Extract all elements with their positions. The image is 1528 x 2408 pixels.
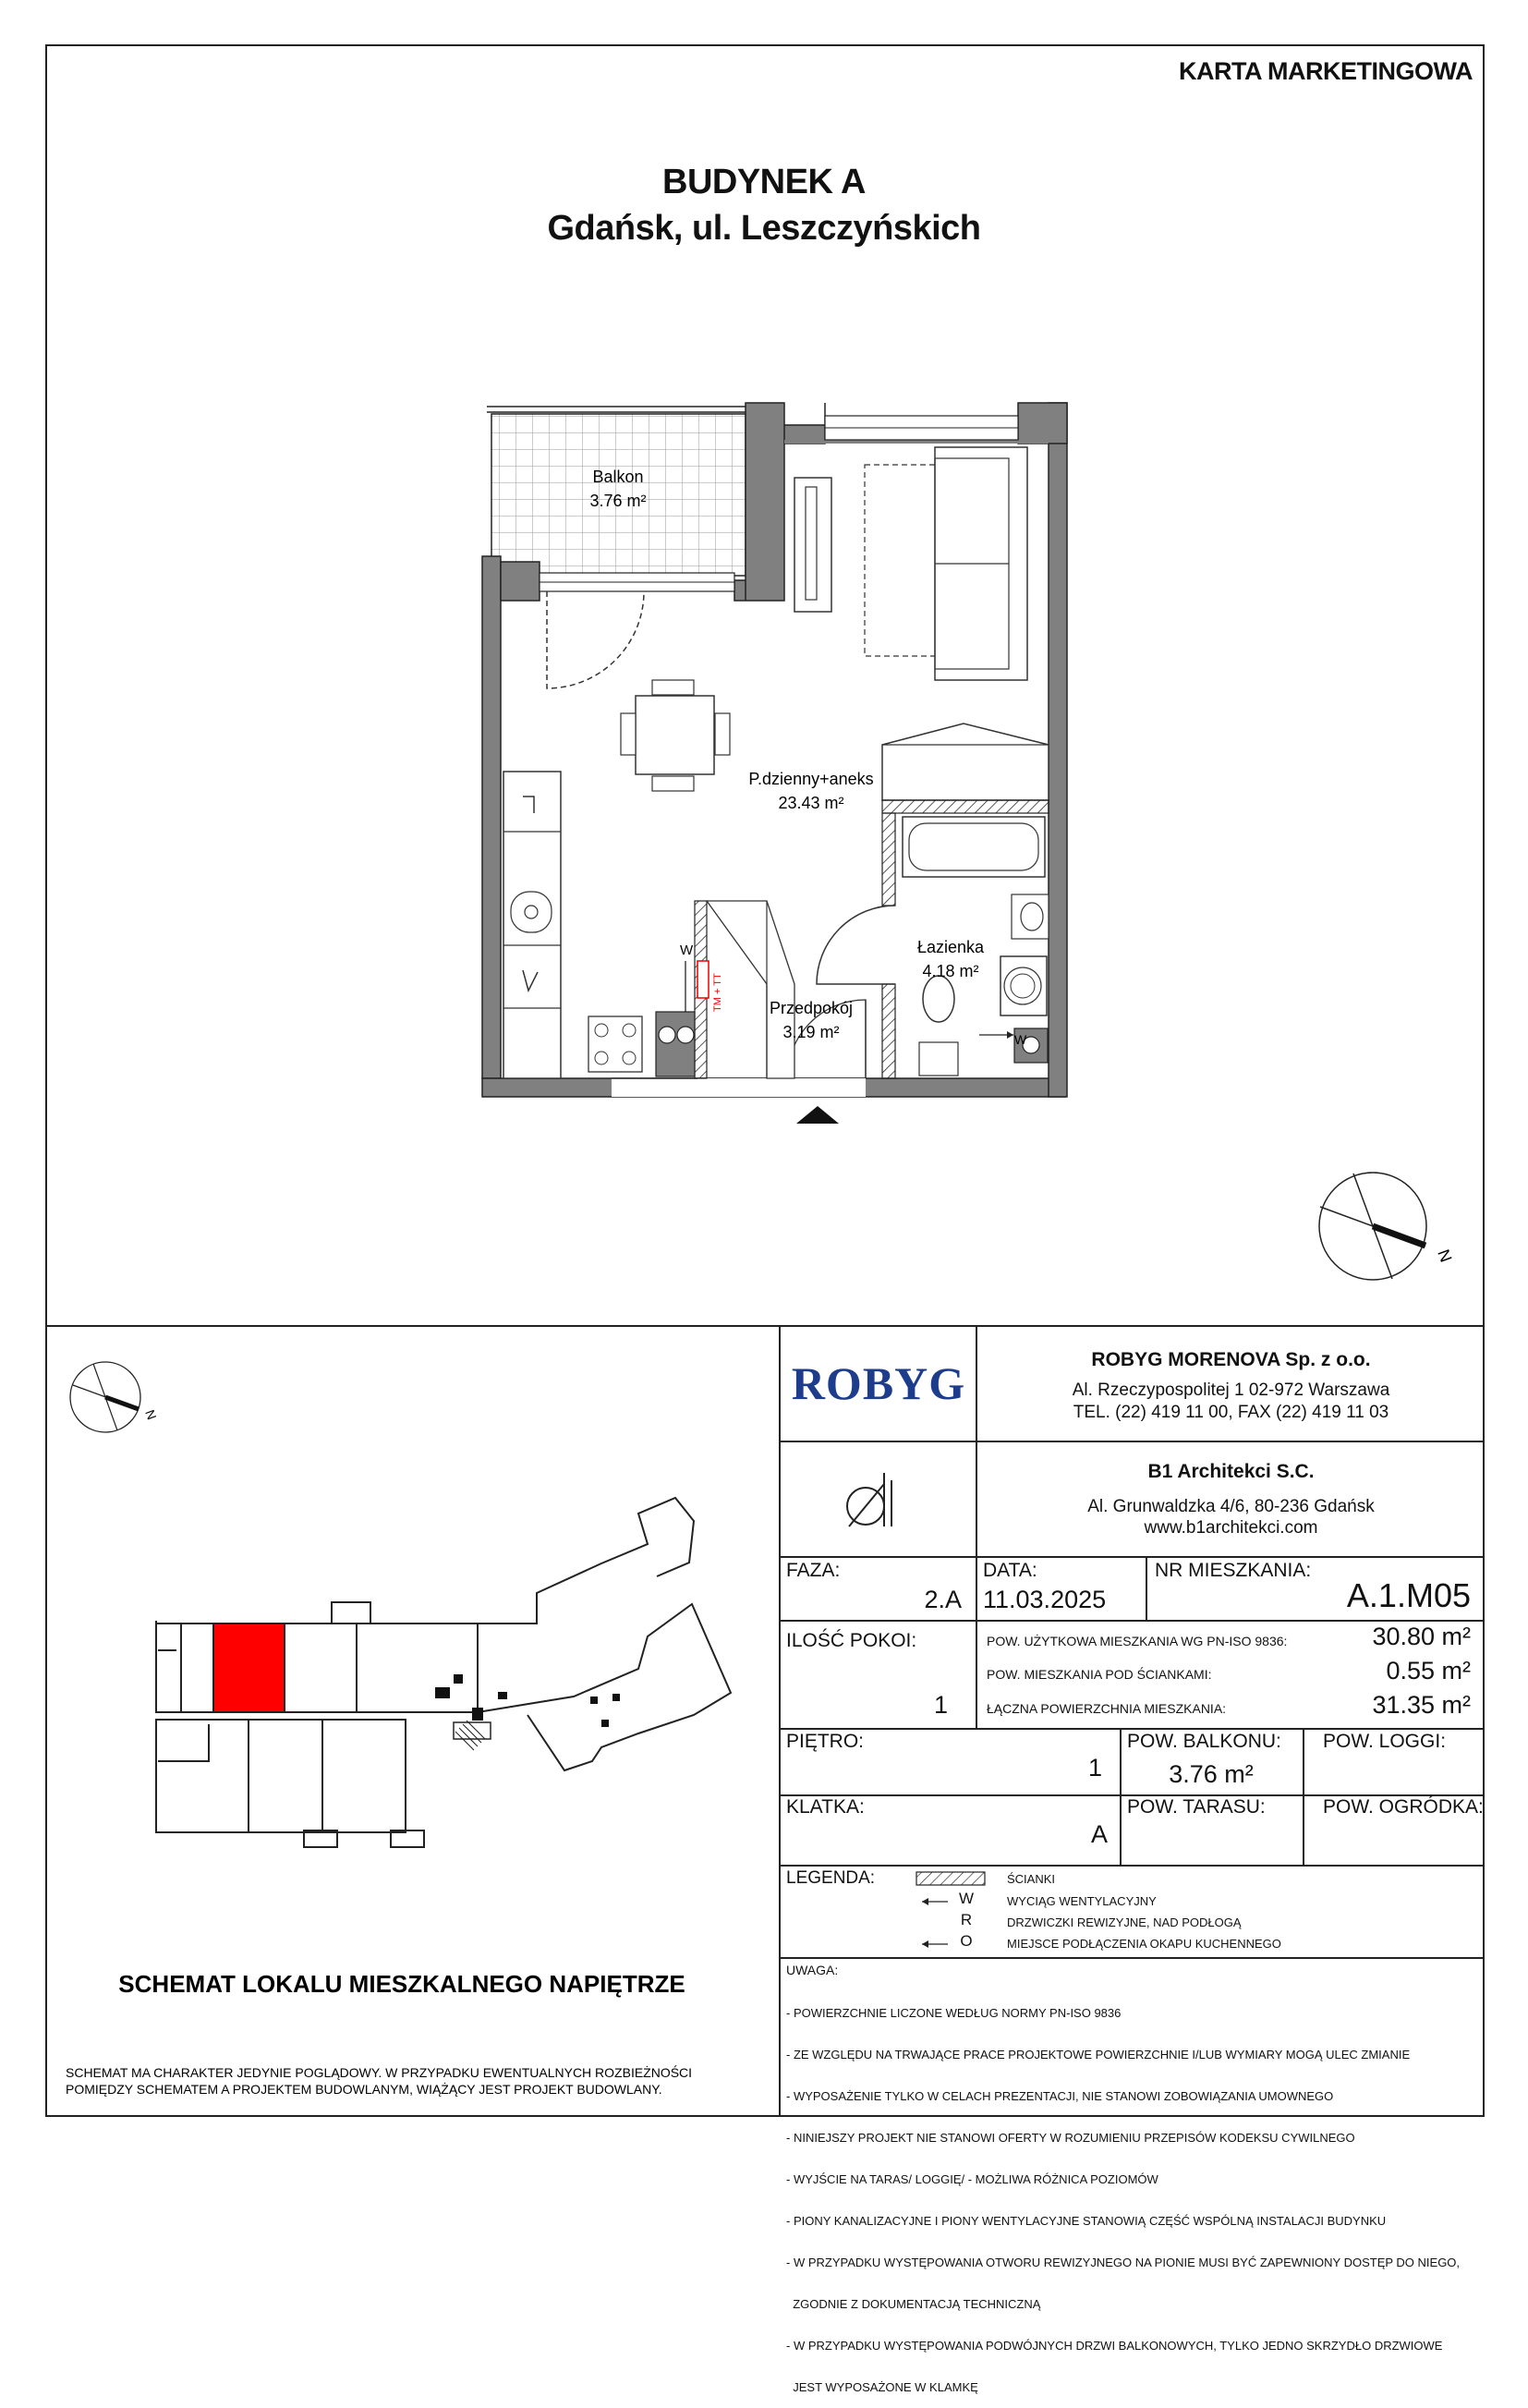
notes-list bbox=[786, 1978, 1460, 2408]
vent-label: W bbox=[680, 943, 694, 958]
apartment-highlight bbox=[213, 1624, 285, 1712]
architect-web: www.b1architekci.com bbox=[1144, 1518, 1318, 1538]
scheme-disclaimer-1: SCHEMAT MA CHARAKTER JEDYNIE POGLĄDOWY. W PRZYPADKU EWENTUALNYCH ROZBIEŻNOŚCI bbox=[66, 2065, 693, 2080]
pow-laczna-label: ŁĄCZNA POWIERZCHNIA MIESZKANIA: bbox=[987, 1701, 1227, 1716]
note-line: - ZE WZGLĘDU NA TRWAJĄCE PRACE PROJEKTOWE POWIERZCHNIE I/LUB WYMIARY MOGĄ ULEC ZMIANIE bbox=[786, 2048, 1411, 2061]
data-value: 11.03.2025 bbox=[983, 1586, 1107, 1613]
living-area: 23.43 m² bbox=[778, 794, 844, 812]
nr-value: A.1.M05 bbox=[1346, 1576, 1471, 1614]
balkon-value: 3.76 m² bbox=[1169, 1760, 1254, 1788]
pow-scianki-label: POW. MIESZKANIA POD ŚCIANKAMI: bbox=[987, 1667, 1212, 1682]
legend-symbol-o: O bbox=[960, 1932, 973, 1950]
pow-scianki-value: 0.55 m² bbox=[1386, 1657, 1471, 1684]
klatka-label: KLATKA: bbox=[786, 1796, 865, 1818]
pietro-value: 1 bbox=[1087, 1754, 1102, 1782]
faza-value: 2.A bbox=[924, 1586, 962, 1613]
developer-phone: TEL. (22) 419 11 00, FAX (22) 419 11 03 bbox=[1073, 1403, 1389, 1422]
svg-text:N: N bbox=[142, 1407, 160, 1422]
note-line: - POWIERZCHNIE LICZONE WEDŁUG NORMY PN-ISO 9836 bbox=[786, 2006, 1122, 2020]
scheme-title: SCHEMAT LOKALU MIESZKALNEGO NAPIĘTRZE bbox=[118, 1970, 685, 1998]
note-line: - W PRZYPADKU WYSTĘPOWANIA PODWÓJNYCH DRZWI BALKONOWYCH, TYLKO JEDNO SKRZYDŁO DRZWIOWE bbox=[786, 2339, 1443, 2353]
architect-address: Al. Grunwaldzka 4/6, 80-236 Gdańsk bbox=[1087, 1497, 1375, 1516]
note-line: - PIONY KANALIZACYJNE I PIONY WENTYLACYJNE STANOWIĄ CZĘŚĆ WSPÓLNĄ INSTALACJI BUDYNKU bbox=[786, 2214, 1387, 2228]
bath-label: Łazienka bbox=[916, 938, 985, 956]
developer-address: Al. Rzeczypospolitej 1 02-972 Warszawa bbox=[1072, 1380, 1390, 1400]
pow-laczna-value: 31.35 m² bbox=[1372, 1691, 1471, 1719]
building-scheme bbox=[47, 1327, 777, 2112]
taras-label: POW. TARASU: bbox=[1127, 1796, 1266, 1818]
entrance-arrow-icon bbox=[796, 1106, 839, 1124]
developer-name: ROBYG MORENOVA Sp. z o.o. bbox=[1091, 1349, 1371, 1370]
hall-area: 3.19 m² bbox=[782, 1023, 840, 1041]
pow-uzytkowa-label: POW. UŻYTKOWA MIESZKANIA WG PN-ISO 9836: bbox=[987, 1634, 1288, 1648]
note-line: - W PRZYPADKU WYSTĘPOWANIA OTWORU REWIZYJNEGO NA PIONIE MUSI BYĆ ZAPEWNIONY DOSTĘP DO NIEGO, bbox=[786, 2256, 1461, 2269]
faza-label: FAZA: bbox=[786, 1560, 841, 1581]
legend-title: LEGENDA: bbox=[786, 1868, 876, 1888]
building-name: BUDYNEK A bbox=[662, 163, 866, 201]
vent-label-bath: W bbox=[1014, 1032, 1027, 1047]
card-title: KARTA MARKETINGOWA bbox=[1179, 57, 1473, 85]
legend-symbol-w: W bbox=[958, 1890, 975, 1907]
loggia-label: POW. LOGGI: bbox=[1323, 1731, 1447, 1752]
note-line: - WYPOSAŻENIE TYLKO W CELACH PREZENTACJI, NIE STANOWI ZOBOWIĄZANIA UMOWNEGO bbox=[786, 2089, 1334, 2103]
b1-logo-icon bbox=[836, 1469, 910, 1534]
hall-label: Przedpokój bbox=[769, 999, 854, 1017]
nr-label: NR MIESZKANIA: bbox=[1155, 1560, 1312, 1581]
pow-uzytkowa-value: 30.80 m² bbox=[1372, 1623, 1471, 1650]
balkon-label: POW. BALKONU: bbox=[1127, 1731, 1281, 1752]
legend-item-scianki: ŚCIANKI bbox=[1007, 1872, 1056, 1886]
riser-tag: TM + TT bbox=[712, 973, 723, 1012]
north-arrow-icon bbox=[1319, 1173, 1455, 1280]
bath-area: 4.18 m² bbox=[922, 962, 979, 980]
pietro-label: PIĘTRO: bbox=[786, 1731, 865, 1752]
legend-item-drzwiczki: DRZWICZKI REWIZYJNE, NAD PODŁOGĄ bbox=[1007, 1915, 1242, 1929]
data-label: DATA: bbox=[983, 1560, 1037, 1581]
legend-item-okap: MIEJSCE PODŁĄCZENIA OKAPU KUCHENNEGO bbox=[1007, 1937, 1281, 1951]
note-line: - NINIEJSZY PROJEKT NIE STANOWI OFERTY W ROZUMIENIU PRZEPISÓW KODEKSU CYWILNEGO bbox=[786, 2131, 1355, 2145]
legend-symbol-r: R bbox=[960, 1911, 973, 1928]
living-label: P.dzienny+aneks bbox=[748, 770, 874, 788]
pokoje-label: ILOŚĆ POKOI: bbox=[786, 1630, 917, 1651]
pokoje-value: 1 bbox=[933, 1691, 948, 1719]
architect-name: B1 Architekci S.C. bbox=[1147, 1461, 1315, 1482]
robyg-logo: ROBYG bbox=[791, 1357, 966, 1409]
balcony-area: 3.76 m² bbox=[589, 492, 647, 510]
scheme-disclaimer-2: POMIĘDZY SCHEMATEM A PROJEKTEM BUDOWLANYM, WIĄŻĄCY JEST PROJEKT BUDOWLANY. bbox=[66, 2082, 662, 2097]
scheme-north-icon bbox=[70, 1362, 160, 1432]
note-line: JEST WYPOSAŻONE W KLAMKĘ bbox=[786, 2380, 978, 2394]
balcony-label: Balkon bbox=[592, 468, 644, 486]
svg-text:N: N bbox=[1434, 1247, 1456, 1265]
note-line: - WYJŚCIE NA TARAS/ LOGGIĘ/ - MOŻLIWA RÓŻNICA POZIOMÓW bbox=[786, 2172, 1158, 2186]
ogrodek-label: POW. OGRÓDKA: bbox=[1323, 1796, 1484, 1818]
notes-title: UWAGA: bbox=[786, 1963, 839, 1977]
klatka-value: A bbox=[1090, 1820, 1108, 1848]
note-line: ZGODNIE Z DOKUMENTACJĄ TECHNICZNĄ bbox=[786, 2297, 1041, 2311]
building-address: Gdańsk, ul. Leszczyńskich bbox=[547, 209, 981, 248]
legend-item-wyciag: WYCIĄG WENTYLACYJNY bbox=[1007, 1894, 1157, 1908]
